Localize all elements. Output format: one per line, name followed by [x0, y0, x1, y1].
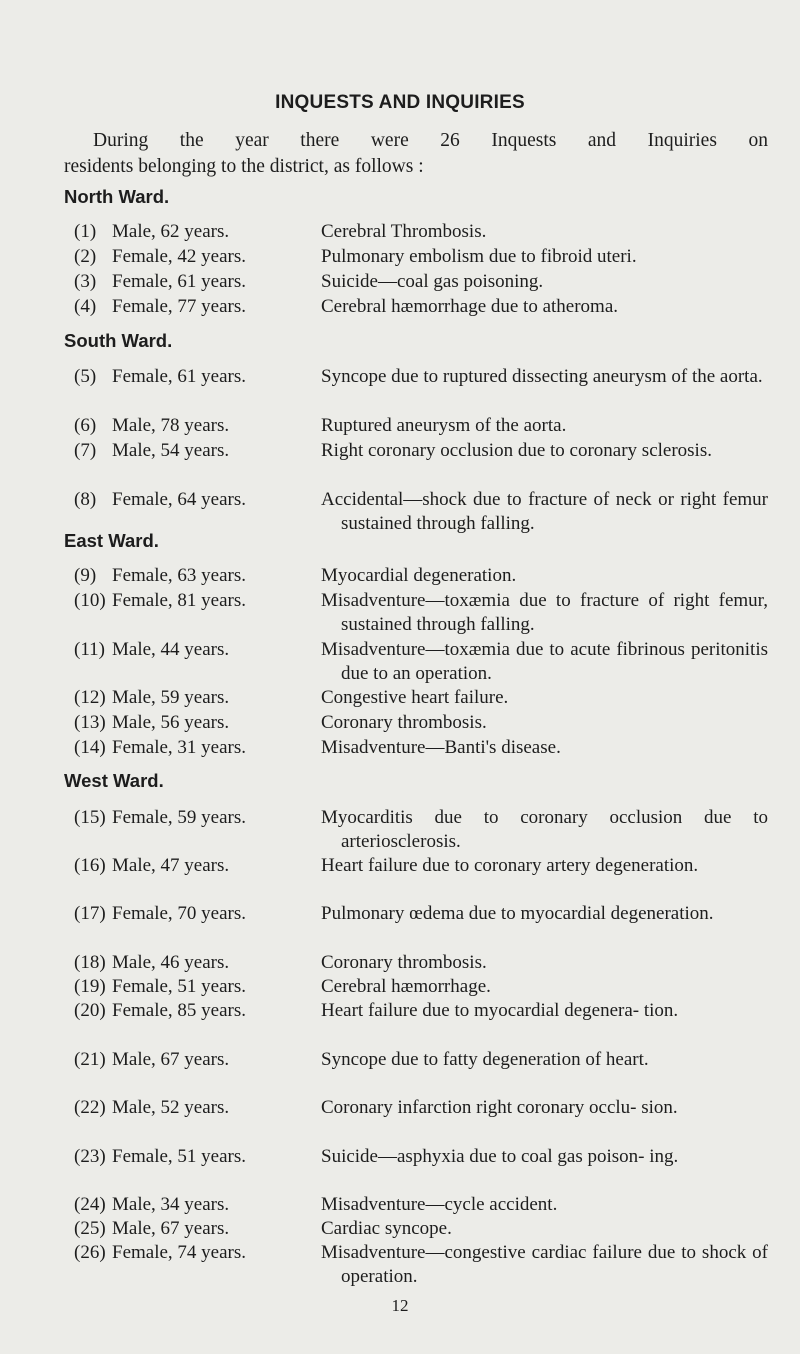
entry-number: (10) [74, 590, 106, 611]
entry-number: (20) [74, 1000, 106, 1021]
entry-cause: Suicide—asphyxia due to coal gas poison- ing. [321, 1146, 679, 1167]
ward-heading-south: South Ward. [64, 330, 173, 351]
entry-person: Male, 62 years. [112, 221, 230, 242]
entry-cause: Misadventure—cycle accident. [321, 1194, 558, 1215]
intro-line-1: During the year there were 26 Inquests and Inquiries on [93, 130, 768, 151]
entry-cause: Pulmonary œdema due to myocardial degeneration. [321, 903, 714, 924]
entry-cause: Congestive heart failure. [321, 687, 509, 708]
entry-number: (23) [74, 1146, 106, 1167]
entry-number: (6) [74, 415, 97, 436]
entry-number: (24) [74, 1194, 106, 1215]
entry-cause: Coronary infarction right coronary occlu- sion. [321, 1097, 678, 1118]
intro-paragraph [64, 128, 768, 180]
entry-number: (25) [74, 1218, 106, 1239]
entry-number: (26) [74, 1242, 106, 1263]
entry-person: Female, 61 years. [112, 366, 247, 387]
entry-number: (1) [74, 221, 97, 242]
entry-cause: Coronary thrombosis. [321, 952, 487, 973]
entry-person: Female, 74 years. [112, 1242, 247, 1263]
entry-person: Female, 63 years. [112, 565, 247, 586]
entry-number: (18) [74, 952, 106, 973]
entry-cause: Myocardial degeneration. [321, 565, 517, 586]
entry-cause: Heart failure due to coronary artery degeneration. [321, 855, 699, 876]
entry-number: (7) [74, 440, 97, 461]
page-title: INQUESTS AND INQUIRIES [275, 92, 525, 113]
entry-number: (17) [74, 903, 106, 924]
entry-person: Female, 51 years. [112, 976, 247, 997]
entry-number: (19) [74, 976, 106, 997]
entry-person: Female, 31 years. [112, 737, 247, 758]
entry-person: Female, 59 years. [112, 807, 247, 828]
entry-number: (12) [74, 687, 106, 708]
entry-number: (5) [74, 366, 97, 387]
entry-person: Female, 85 years. [112, 1000, 247, 1021]
entry-person: Female, 51 years. [112, 1146, 247, 1167]
intro-line-2: residents belonging to the district, as follows : [64, 156, 424, 177]
ward-heading-north: North Ward. [64, 186, 170, 207]
entry-person: Male, 34 years. [112, 1194, 230, 1215]
entry-number: (9) [74, 565, 97, 586]
entry-number: (3) [74, 271, 97, 292]
entry-cause: Syncope due to fatty degeneration of heart. [321, 1049, 649, 1070]
entry-number: (16) [74, 855, 106, 876]
entry-number: (22) [74, 1097, 106, 1118]
entry-person: Male, 67 years. [112, 1218, 230, 1239]
entry-number: (2) [74, 246, 97, 267]
entry-cause: Pulmonary embolism due to fibroid uteri. [321, 246, 637, 267]
entry-person: Female, 81 years. [112, 590, 247, 611]
entry-cause: Cardiac syncope. [321, 1218, 452, 1239]
entry-number: (13) [74, 712, 106, 733]
entry-person: Male, 46 years. [112, 952, 230, 973]
entry-cause: Misadventure—congestive cardiac failure due to shock of operation. [321, 1242, 768, 1287]
entry-cause: Syncope due to ruptured dissecting aneurysm of the aorta. [321, 366, 763, 387]
entry-cause: Cerebral Thrombosis. [321, 221, 487, 242]
entry-number: (8) [74, 489, 97, 510]
entry-cause: Cerebral hæmorrhage. [321, 976, 491, 997]
entry-cause: Misadventure—Banti's disease. [321, 737, 561, 758]
entry-number: (4) [74, 296, 97, 317]
entry-number: (14) [74, 737, 106, 758]
entry-person: Male, 44 years. [112, 639, 230, 660]
entry-cause: Accidental—shock due to fracture of neck or right femur sustained through falling. [321, 489, 768, 534]
entry-cause: Heart failure due to myocardial degenera- tion. [321, 1000, 679, 1021]
entry-number: (15) [74, 807, 106, 828]
entry-cause: Misadventure—toxæmia due to acute fibrinous peritonitis due to an operation. [321, 639, 768, 684]
entry-cause: Myocarditis due to coronary occlusion due to arteriosclerosis. [321, 807, 768, 852]
entry-person: Male, 78 years. [112, 415, 230, 436]
entry-person: Male, 52 years. [112, 1097, 230, 1118]
entry-person: Female, 42 years. [112, 246, 247, 267]
ward-heading-west: West Ward. [64, 770, 164, 791]
entry-person: Male, 56 years. [112, 712, 230, 733]
entry-cause: Misadventure—toxæmia due to fracture of right femur, sustained through falling. [321, 590, 768, 635]
entry-person: Female, 77 years. [112, 296, 247, 317]
entry-person: Female, 70 years. [112, 903, 247, 924]
page-number: 12 [391, 1296, 409, 1315]
entry-person: Male, 54 years. [112, 440, 230, 461]
entry-person: Male, 47 years. [112, 855, 230, 876]
entry-person: Female, 64 years. [112, 489, 247, 510]
entry-person: Male, 59 years. [112, 687, 230, 708]
entry-number: (21) [74, 1049, 106, 1070]
entry-cause: Ruptured aneurysm of the aorta. [321, 415, 567, 436]
entry-number: (11) [74, 639, 105, 660]
ward-heading-east: East Ward. [64, 530, 159, 551]
entry-cause: Suicide—coal gas poisoning. [321, 271, 544, 292]
entry-person: Male, 67 years. [112, 1049, 230, 1070]
entry-person: Female, 61 years. [112, 271, 247, 292]
entry-cause: Cerebral hæmorrhage due to atheroma. [321, 296, 619, 317]
entry-cause: Right coronary occlusion due to coronary sclerosis. [321, 440, 712, 461]
entry-cause: Coronary thrombosis. [321, 712, 487, 733]
